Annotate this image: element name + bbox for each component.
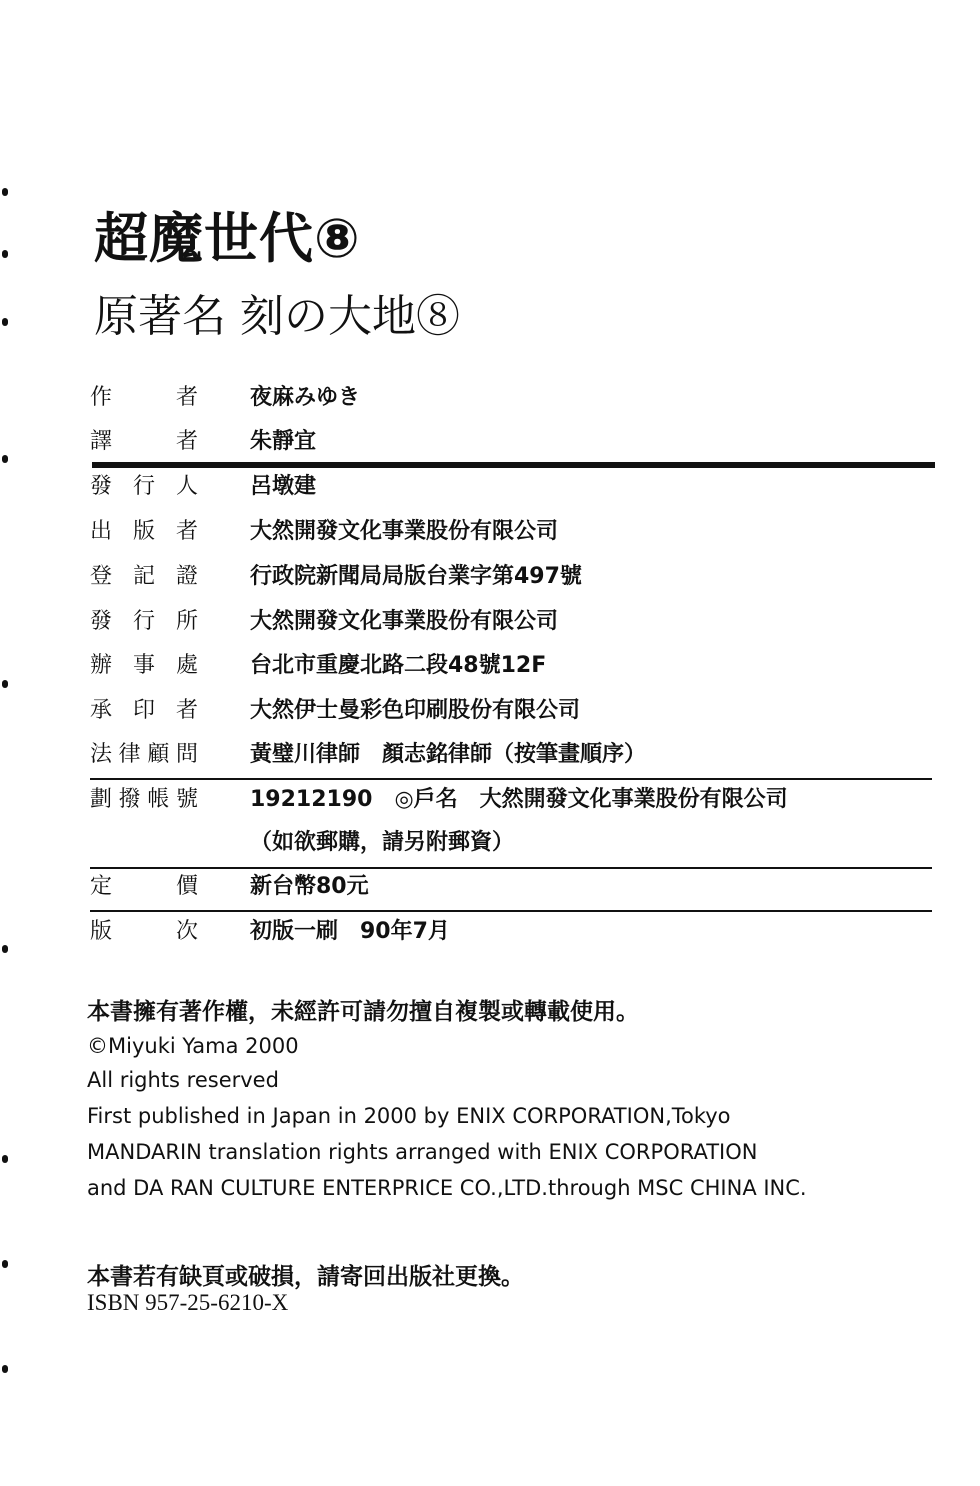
divider [90, 778, 932, 780]
scan-speck [2, 680, 8, 688]
isbn: ISBN 957-25-6210-X [87, 1290, 289, 1315]
credit-value: 呂墩建 [250, 473, 317, 499]
scan-speck [2, 318, 8, 326]
credit-row [90, 737, 646, 767]
english-line: ©Miyuki Yama 2000 [87, 1034, 299, 1058]
book-title: 超魔世代⑧ [94, 207, 361, 270]
credit-value: 大然開發文化事業股份有限公司 [250, 518, 559, 544]
scan-speck [2, 1365, 8, 1373]
credit-value: 行政院新聞局局版台業字第497號 [250, 563, 582, 589]
credit-label: 劃撥帳號 [90, 786, 198, 812]
divider [90, 867, 932, 869]
credit-value: 大然開發文化事業股份有限公司 [250, 608, 559, 634]
scan-speck [2, 250, 8, 258]
credit-label: 版次 [90, 918, 198, 944]
credit-label: 登記證 [90, 563, 198, 589]
english-line: All rights reserved [87, 1068, 279, 1092]
credit-row [90, 914, 450, 944]
credit-value: 大然伊士曼彩色印刷股份有限公司 [250, 697, 581, 723]
credit-row [90, 514, 558, 544]
divider [90, 910, 932, 912]
credit-value: 朱靜宜 [250, 428, 317, 454]
credit-label: 辦事處 [90, 652, 198, 678]
credit-row [90, 380, 360, 410]
scan-speck [2, 1155, 8, 1163]
credit-label: 發行人 [90, 473, 198, 499]
credit-value: 初版一刷 90年7月 [250, 918, 450, 944]
credit-label: 譯者 [90, 428, 198, 454]
credit-value: 新台幣80元 [250, 873, 369, 899]
damage-notice: 本書若有缺頁或破損，請寄回出版社更換。 [87, 1264, 524, 1290]
credit-label: 法律顧問 [90, 741, 198, 767]
original-title: 原著名 刻の大地⑧ [94, 291, 460, 342]
credit-label: 發行所 [90, 608, 198, 634]
credit-row [90, 469, 316, 499]
credit-label: 作者 [90, 384, 198, 410]
copyright-notice: 本書擁有著作權，未經許可請勿擅自複製或轉載使用。 [87, 999, 639, 1025]
credit-row [90, 604, 558, 634]
credit-value: （如欲郵購，請另附郵資） [250, 829, 515, 855]
credit-row [90, 424, 316, 454]
english-line: MANDARIN translation rights arranged with ENIX CORPORATION [87, 1140, 758, 1164]
scan-speck [2, 455, 8, 463]
credit-value: 夜麻みゆき [250, 384, 361, 410]
credit-value: 黃璧川律師 顏志銘律師（按筆畫順序） [250, 741, 647, 767]
credit-value: 台北市重慶北路二段48號12F [250, 652, 547, 678]
credit-row [90, 825, 514, 855]
credit-row [90, 693, 580, 723]
credit-row [90, 782, 788, 812]
english-line: and DA RAN CULTURE ENTERPRICE CO.,LTD.through MSC CHINA INC. [87, 1176, 807, 1200]
divider-thick [92, 462, 935, 468]
scan-speck [2, 1260, 8, 1268]
credit-row [90, 559, 582, 589]
credit-label: 承印者 [90, 697, 198, 723]
credit-label: 定價 [90, 873, 198, 899]
credit-row [90, 869, 369, 899]
scan-speck [2, 945, 8, 953]
english-line: First published in Japan in 2000 by ENIX CORPORATION,Tokyo [87, 1104, 731, 1128]
scan-speck [2, 188, 8, 196]
credit-row [90, 648, 546, 678]
credit-value: 19212190 ◎戶名 大然開發文化事業股份有限公司 [250, 786, 788, 812]
credit-label: 出版者 [90, 518, 198, 544]
